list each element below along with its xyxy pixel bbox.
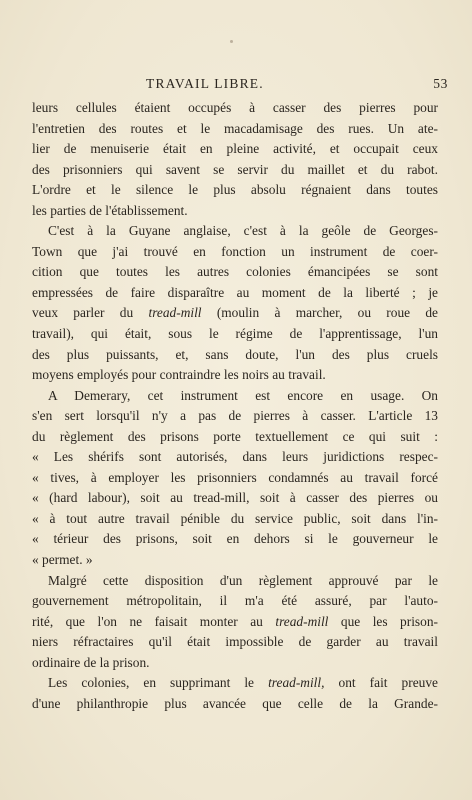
page-number: 53	[433, 76, 448, 91]
text-line: cition que toutes les autres colonies émancipées se sont	[32, 264, 438, 280]
text-span: veux parler du	[32, 305, 134, 321]
text-line: des prisonniers qui savent se servir du maillet et du rabot.	[32, 161, 438, 177]
quote-line: « térieur des prisons, soit en dehors si le gouverneur le	[32, 531, 438, 547]
text-line: C'est à la Guyane anglaise, c'est à la geôle de Georges-	[48, 223, 438, 239]
text-line: d'une philanthropie plus avancée que celle de la Grande-	[32, 695, 438, 711]
text-line	[32, 303, 438, 324]
body-text	[32, 98, 438, 714]
text-line: gouvernement métropolitain, il m'a été assuré, par l'auto-	[32, 593, 438, 609]
text-line: les parties de l'établissement.	[32, 202, 188, 218]
text-line: A Demerary, cet instrument est encore en usage. On	[48, 387, 438, 403]
text-line: moyens employés pour contraindre les noirs au travail.	[32, 367, 326, 383]
quote-line: « tives, à employer les prisonniers condamnés au travail forcé	[32, 469, 438, 485]
quote-line: « à tout autre travail pénible du service public, soit dans l'in-	[32, 510, 438, 526]
text-line: Malgré cette disposition d'un règlement approuvé par le	[48, 572, 438, 588]
text-line: travail), qui était, sous le régime de l'apprentissage, l'un	[32, 326, 438, 342]
page-header	[28, 76, 448, 94]
quote-line: « Les shérifs sont autorisés, dans leurs juridictions respec-	[32, 449, 438, 465]
text-line: L'ordre et le silence le plus absolu régnaient dans toutes	[32, 182, 438, 198]
quote-line: « permet. »	[32, 552, 93, 568]
text-line: des plus puissants, et, sans doute, l'un des plus cruels	[32, 346, 438, 362]
text-line	[32, 612, 438, 633]
italic-term: tread-mill	[275, 613, 329, 629]
text-span: Les colonies, en supprimant le	[48, 675, 255, 691]
quote-line: « (hard labour), soit au tread-mill, soit à casser des pierres ou	[32, 490, 438, 506]
text-line: ordinaire de la prison.	[32, 654, 150, 670]
text-line: s'en sert lorsqu'il n'y a pas de pierres à casser. L'article 13	[32, 408, 438, 424]
running-title: TRAVAIL LIBRE.	[146, 76, 264, 91]
text-span: (moulin à marcher, ou roue de	[216, 305, 438, 321]
italic-term: tread-mill	[148, 305, 202, 321]
text-span: rité, que l'on ne faisait monter au	[32, 613, 263, 629]
text-line	[32, 673, 438, 694]
italic-term: tread-mill,	[268, 675, 325, 691]
text-line: lier de menuiserie était en pleine activité, et occupait ceux	[32, 141, 438, 157]
text-line: leurs cellules étaient occupés à casser des pierres pour	[32, 100, 438, 115]
text-span: ont fait preuve	[338, 675, 438, 691]
text-line: empressées de faire disparaître au moment de la liberté ; je	[32, 284, 438, 300]
text-line: niers réfractaires qu'il était impossible de garder au travail	[32, 634, 438, 650]
paper-speck	[230, 40, 233, 43]
text-span: que les prison-	[340, 613, 438, 629]
text-line: du règlement des prisons porte textuellement ce qui suit :	[32, 428, 438, 444]
text-line: Town que j'ai trouvé en fonction un instrument de coer-	[32, 243, 438, 259]
text-line: l'entretien des routes et le macadamisage des rues. Un ate-	[32, 120, 438, 136]
